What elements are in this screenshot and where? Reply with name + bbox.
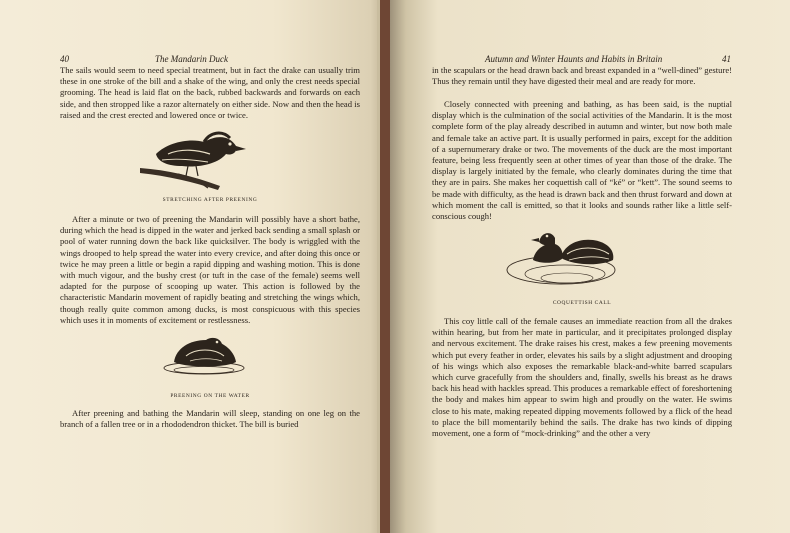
left-running-head: The Mandarin Duck	[155, 54, 228, 64]
left-page-number: 40	[60, 54, 69, 64]
left-paragraph-1	[60, 65, 360, 121]
right-caption: COQUETTISH CALL	[552, 300, 612, 306]
left-paragraph-3-text: After preening and bathing the Mandarin will sleep, standing on one leg on the branch of a fallen tree or in a rhododendron thicket. The bill is buried	[60, 408, 360, 430]
right-page	[390, 0, 790, 533]
left-paragraph-1-text: The sails would seem to need special treatment, but in fact the drake can usually trim these in one stroke of the bill and a shake of the wing, and only the crest needs special grooming. The head is laid flat on the back, rubbed backwards and forwards on each side, and then stropped like a razor alternately on either side. Now and then the head is raised and the crest erected and lowered once or twice.	[60, 65, 360, 120]
stretching-duck-illustration	[138, 124, 250, 192]
left-paragraph-2-text: After a minute or two of preening the Mandarin will possibly have a short bathe, during which the head is dipped in the water and jerked back sending a small splash or pool of water running down the back like quicksilver. The body is wriggled with the wings drooped to help spread the water into every crevice, and after doing this once or twice he may preen a little or begin a rapid dipping and washing motion. This is done with much vigour, and the bushy crest (or tuft in the case of the female) seems well adapted for the purpose of scooping up water. This action is followed by the characteristic Mandarin movement of rapidly beating and stretching the wings which, though really quite common among ducks, is most conspicuous with this species which uses it in moments of excitement or restlessness.	[60, 214, 360, 325]
preening-duck-illustration	[160, 334, 250, 376]
left-caption-2: PREENING ON THE WATER	[170, 393, 250, 399]
coquettish-call-illustration	[505, 218, 625, 292]
right-paragraph-2	[432, 99, 732, 222]
left-caption-1: STRETCHING AFTER PREENING	[162, 197, 258, 203]
right-paragraph-3	[432, 316, 732, 439]
right-paragraph-1-text: in the scapulars or the head drawn back and breast expanded in a “well-dined” gesture! Thus they remain until they have digested their meal and are ready for more.	[432, 65, 732, 87]
left-paragraph-3	[60, 408, 360, 430]
right-running-head: Autumn and Winter Haunts and Habits in Britain	[485, 54, 663, 64]
left-paragraph-2	[60, 214, 360, 326]
right-paragraph-2-text: Closely connected with preening and bathing, as has been said, is the nuptial display which is the culmination of the social activities of the Mandarin. It is the most complete form of the play already described in autumn and winter, but now both male and female take an active part. It is usually performed in pairs, except for the addition of a supernumerary drake or two. The movements of the duck are the most important feature, being less frequently seen at other times of year than those of the drake. The display is largely initiated by the female, who clearly dominates during the time that they are in pairs. She makes her coquettish call of “ké” or “kett”. The sound seems to be made with difficulty, as the head is drawn back and then thrust forward and down at which moment the call is emitted, so that it looks and sounds rather like a little self-conscious cough!	[432, 99, 732, 222]
right-page-number: 41	[722, 54, 731, 64]
left-page	[0, 0, 390, 533]
right-paragraph-1	[432, 65, 732, 87]
right-paragraph-3-text: This coy little call of the female causes an immediate reaction from all the drakes within hearing, but from her mate in particular, and it precipitates prolonged display and nervous excitement. The drake raises his crest, makes a few preening movements which put every feather in order, elevates his sails by a slight adjustment and drooping of his wings which also exposes the remarkable black-and-white barred scapulars which curve gracefully from the shoulders and, finally, swells his breast as he draws back his head with hackles spread. This produces a remarkable effect of foreshortening the body and makes him appear to swim high and proudly on the water. He swims close to his mate, making repeated dipping movements followed by a flick of the head to place the bill momentarily behind the sails. The drake has two kinds of dipping movement, one a form of “mock-drinking” and the other a very	[432, 316, 732, 439]
